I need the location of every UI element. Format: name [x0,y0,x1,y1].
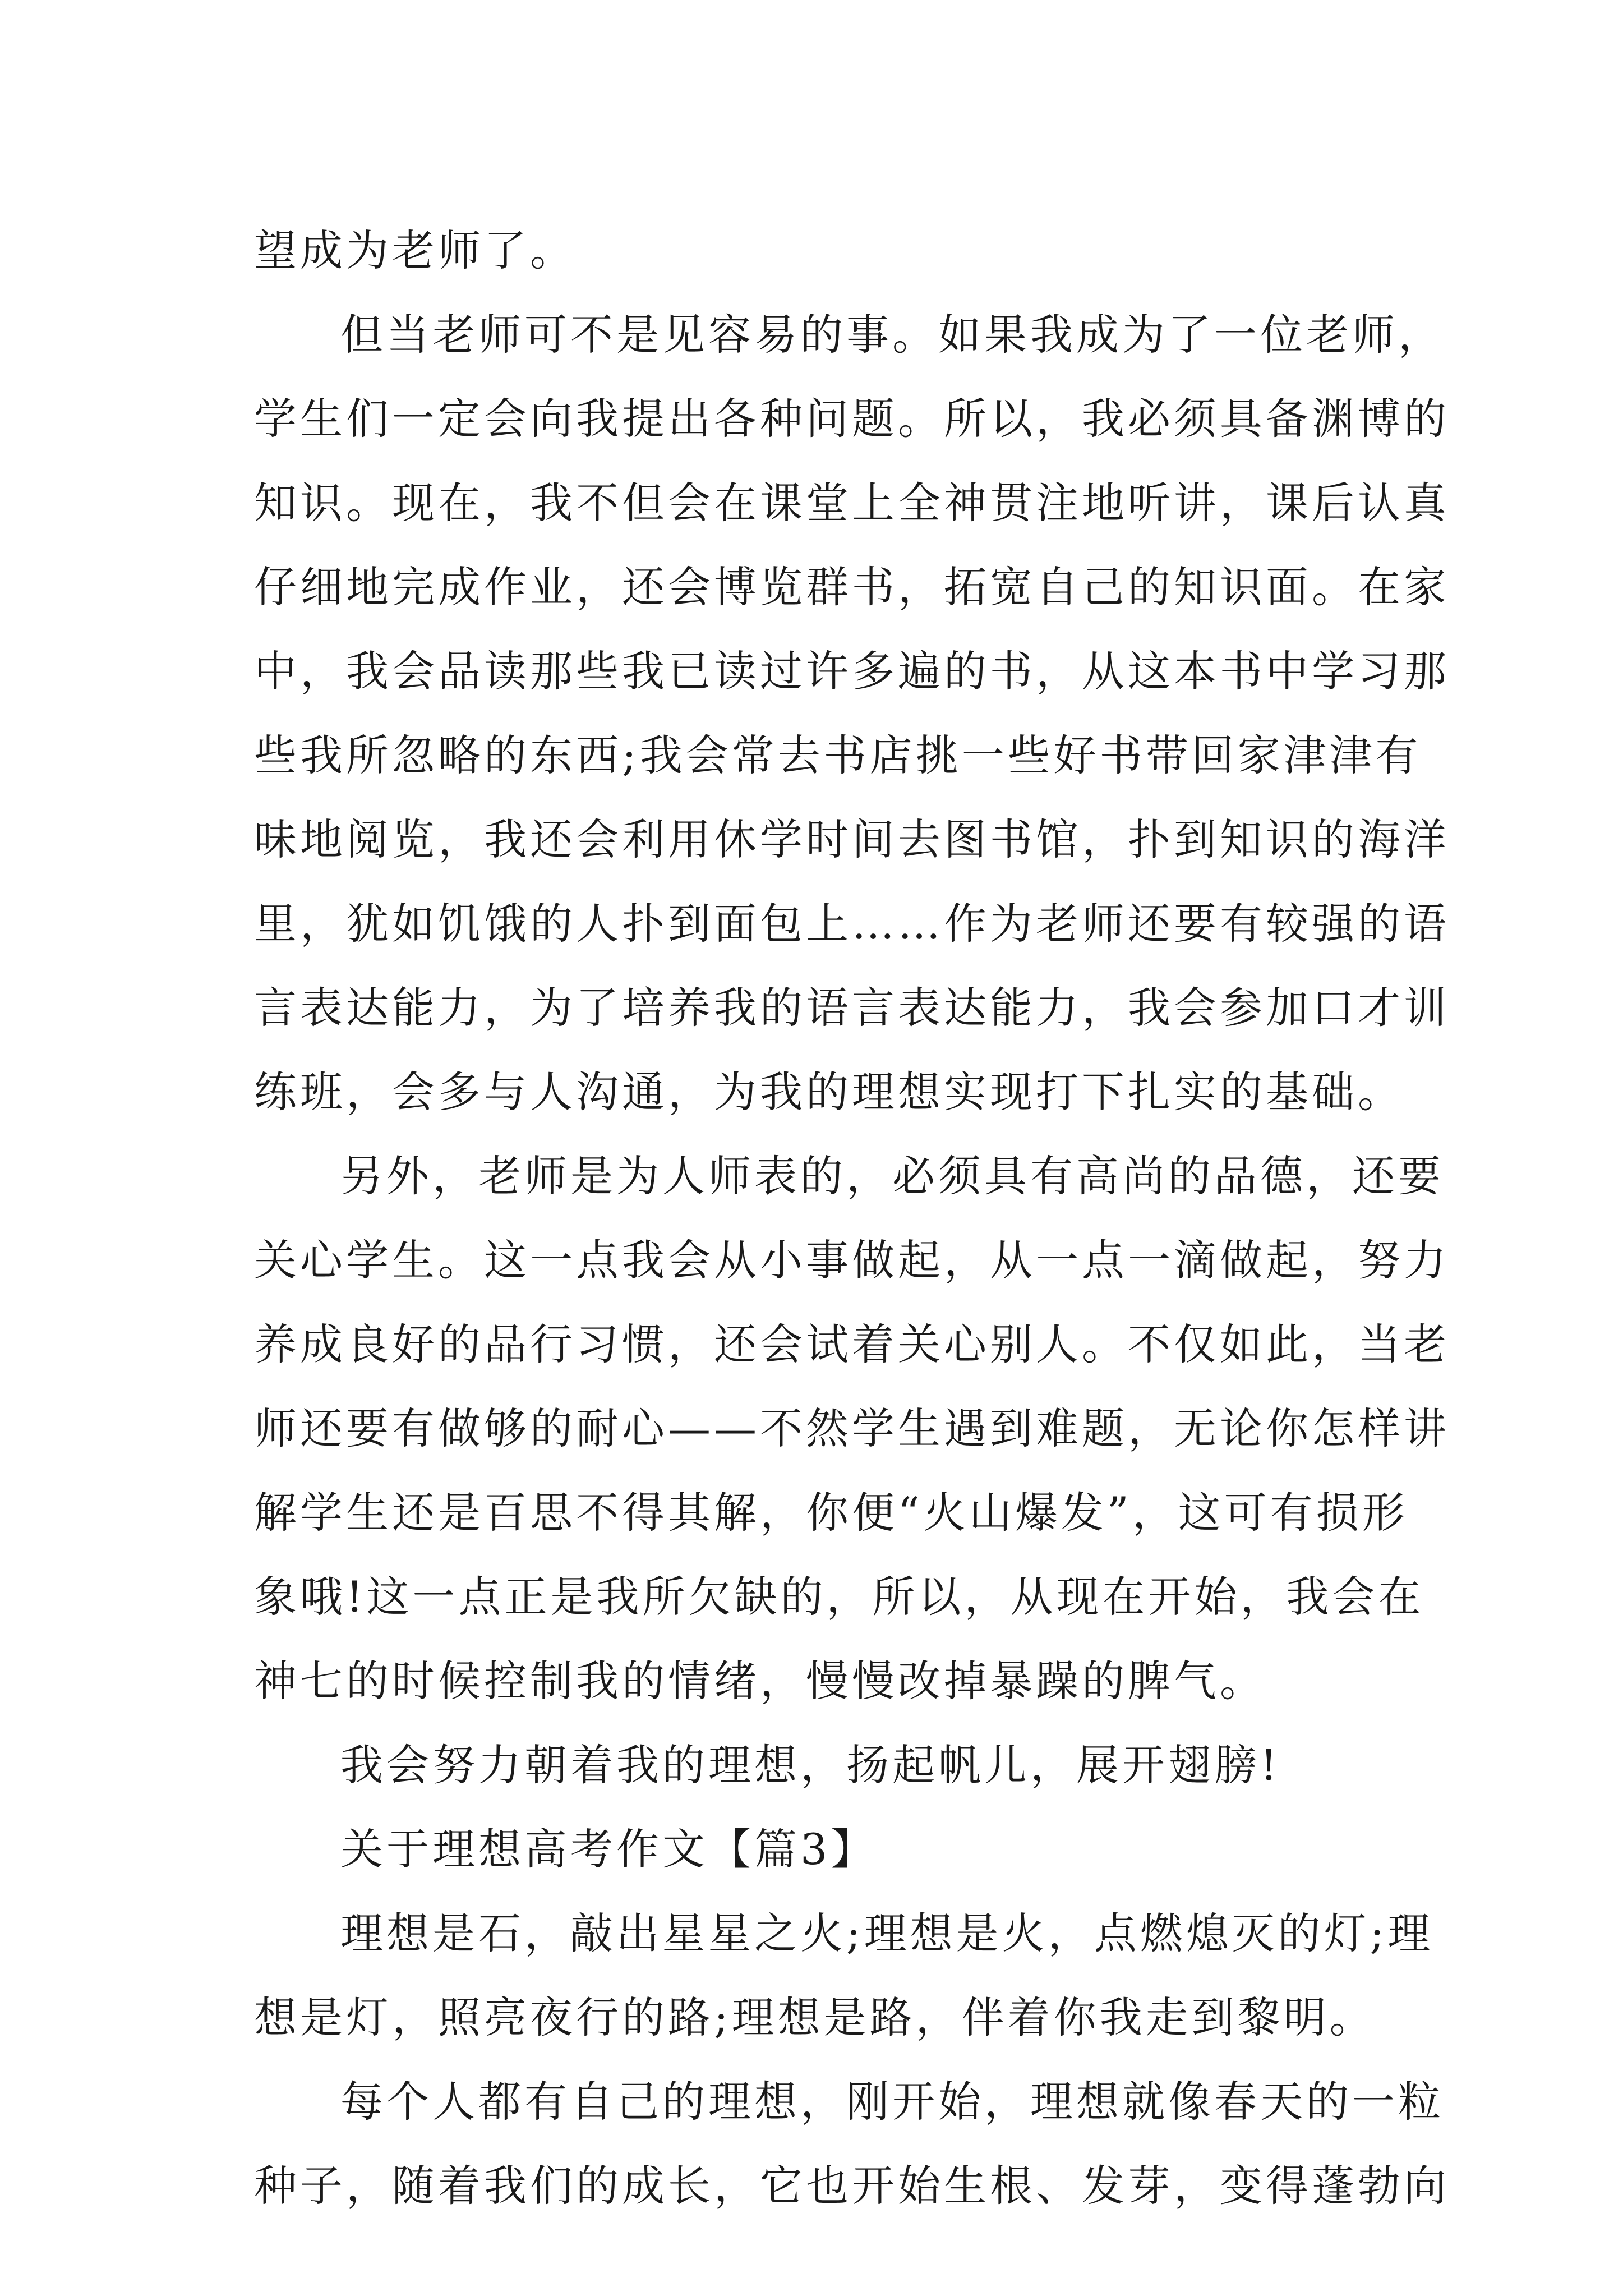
text-line: 但当老师可不是见容易的事。如果我成为了一位老师， [340,310,1444,360]
text-line: 中，我会品读那些我已读过许多遍的书，从这本书中学习那 [254,646,1450,696]
text-line: 言表达能力，为了培养我的语言表达能力，我会参加口才训 [254,983,1450,1033]
text-line: 种子，随着我们的成长，它也开始生根、发芽，变得蓬勃向 [254,2161,1450,2211]
text-line: 味地阅览，我还会利用休学时间去图书馆，扑到知识的海洋 [254,815,1450,864]
text-line: 学生们一定会向我提出各种问题。所以，我必须具备渊博的 [254,394,1450,444]
text-line: 解学生还是百思不得其解，你便“火山爆发”，这可有损形 [254,1488,1408,1538]
text-line: 我会努力朝着我的理想，扬起帆儿，展开翅膀! [340,1740,1281,1790]
text-line: 象哦!这一点正是我所欠缺的，所以，从现在开始，我会在 [254,1572,1424,1622]
text-line: 理想是石，敲出星星之火;理想是火，点燃熄灭的灯;理 [340,1908,1434,1958]
text-line: 师还要有做够的耐心——不然学生遇到难题，无论你怎样讲 [254,1404,1450,1453]
text-line: 仔细地完成作业，还会博览群书，拓宽自己的知识面。在家 [254,562,1450,612]
text-line: 另外，老师是为人师表的，必须具有高尚的品德，还要 [340,1151,1444,1201]
text-line: 想是灯，照亮夜行的路;理想是路，伴着你我走到黎明。 [254,1993,1376,2042]
text-line: 望成为老师了。 [254,226,576,275]
section-heading: 关于理想高考作文【篇3】 [340,1824,877,1874]
essay-body [254,209,1450,2228]
text-line: 神七的时候控制我的情绪，慢慢改掉暴躁的脾气。 [254,1656,1266,1706]
text-line: 里，犹如饥饿的人扑到面包上……作为老师还要有较强的语 [254,899,1450,949]
text-line: 知识。现在，我不但会在课堂上全神贯注地听讲，课后认真 [254,478,1450,528]
text-line: 练班，会多与人沟通，为我的理想实现打下扎实的基础。 [254,1067,1404,1117]
text-line: 养成良好的品行习惯，还会试着关心别人。不仅如此，当老 [254,1319,1450,1369]
text-line: 每个人都有自己的理想，刚开始，理想就像春天的一粒 [340,2077,1444,2127]
text-line: 关心学生。这一点我会从小事做起，从一点一滴做起，努力 [254,1235,1450,1285]
text-line: 些我所忽略的东西;我会常去书店挑一些好书带回家津津有 [254,730,1422,780]
